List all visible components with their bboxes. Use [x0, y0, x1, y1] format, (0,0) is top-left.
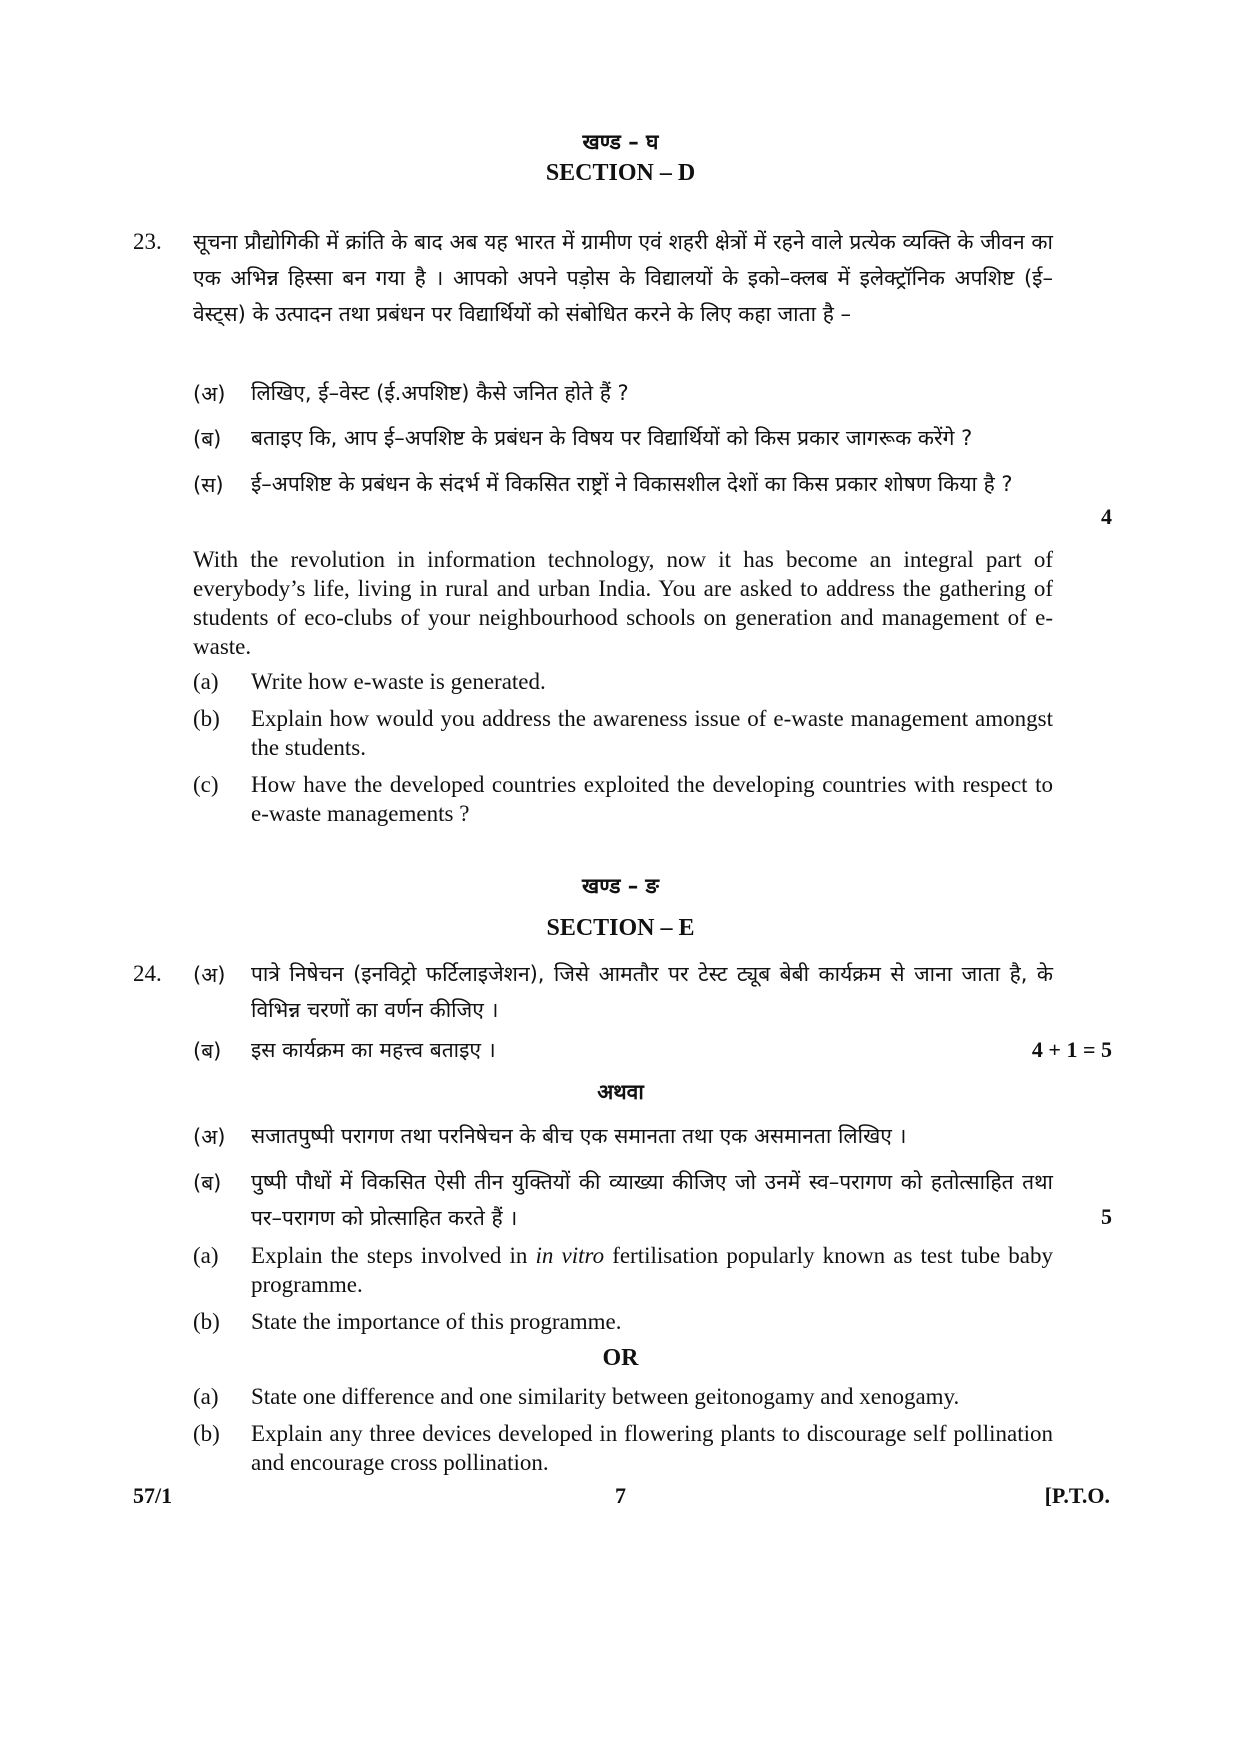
part-text: सजातपुष्पी परागण तथा परनिषेचन के बीच एक समानता तथा एक असमानता लिखिए ।	[251, 1124, 907, 1148]
question-english-stem: With the revolution in information technology, now it has become an integral part of everybody’s life, living in rural and urban India. You are asked to address the gathering of students of eco-clubs of your neighbourhood schools on generation and management of e-waste.	[193, 547, 1053, 659]
question-number: 24.	[133, 961, 162, 986]
italic-term: in vitro	[535, 1243, 605, 1268]
part-text: ई–अपशिष्ट के प्रबंधन के संदर्भ में विकसित राष्ट्रों ने विकासशील देशों का किस प्रकार शोषण किया है ?	[251, 472, 1013, 496]
part-label: (a)	[193, 669, 219, 694]
pto-mark: [P.T.O.	[1044, 1483, 1110, 1508]
part-label: (c)	[193, 772, 219, 797]
part-label: (अ)	[193, 963, 226, 987]
question-number: 23.	[133, 229, 162, 254]
part-label: (b)	[193, 706, 220, 731]
marks: 5	[1101, 1204, 1112, 1229]
page-number: 7	[615, 1483, 626, 1508]
footer-code: 57/1	[133, 1483, 173, 1508]
section-d-hindi-heading: खण्ड – घ	[582, 130, 659, 154]
part-text: Write how e-waste is generated.	[251, 669, 546, 694]
question-hindi-stem: सूचना प्रौद्योगिकी में क्रांति के बाद अब यह भारत में ग्रामीण एवं शहरी क्षेत्रों में रहने वाले प्रत्येक व्यक्ति के जीवन का एक अभिन्न हिस्सा बन गया है । आपको अपने पड़ोस के विद्यालयों के इको–क्लब में इलेक्ट्रॉनिक अपशिष्ट (ई–वेस्ट्स) के उत्पादन तथा प्रबंधन पर विद्यार्थियों को संबोधित करने के लिए कहा जाता है –	[193, 230, 1053, 326]
part-label: (ब)	[193, 1171, 222, 1195]
part-text: Explain the steps involved in in vitro fertilisation popularly known as test tube baby programme.	[251, 1243, 1053, 1297]
part-text: पात्रे निषेचन (इनविट्रो फर्टिलाइजेशन), जिसे आमतौर पर टेस्ट ट्यूब बेबी कार्यक्रम से जाना जाता है, के विभिन्न चरणों का वर्णन कीजिए ।	[251, 962, 1053, 1022]
part-text: लिखिए, ई–वेस्ट (ई.अपशिष्ट) कैसे जनित होते हैं ?	[251, 381, 629, 405]
part-text: State the importance of this programme.	[251, 1309, 622, 1334]
part-label: (अ)	[193, 1125, 226, 1149]
marks: 4 + 1 = 5	[1031, 1037, 1112, 1062]
part-label: (a)	[193, 1384, 219, 1409]
section-e-hindi-heading: खण्ड – ङ	[582, 874, 659, 898]
section-d-heading: SECTION – D	[545, 160, 696, 186]
part-label: (ब)	[193, 427, 222, 451]
part-label: (स)	[193, 473, 224, 497]
part-text: पुष्पी पौधों में विकसित ऐसी तीन युक्तियों की व्याख्या कीजिए जो उनमें स्व–परागण को हतोत्साहित तथा पर–परागण को प्रोत्साहित करते हैं ।	[251, 1170, 1053, 1230]
part-label: (ब)	[193, 1039, 222, 1063]
part-text: Explain any three devices developed in flowering plants to discourage self pollination and encourage cross pollination.	[251, 1421, 1053, 1475]
part-text: इस कार्यक्रम का महत्त्व बताइए ।	[251, 1038, 496, 1062]
part-text: Explain how would you address the awareness issue of e-waste management amongst the students.	[251, 706, 1053, 760]
part-label: (b)	[193, 1421, 220, 1446]
hindi-or-heading: अथवा	[597, 1080, 644, 1104]
marks: 4	[1101, 504, 1112, 529]
part-text: How have the developed countries exploited the developing countries with respect to e-waste managements ?	[251, 772, 1053, 826]
part-label: (अ)	[193, 382, 226, 406]
part-label: (a)	[193, 1243, 219, 1268]
part-text: State one difference and one similarity between geitonogamy and xenogamy.	[251, 1384, 960, 1409]
part-text: बताइए कि, आप ई–अपशिष्ट के प्रबंधन के विषय पर विद्यार्थियों को किस प्रकार जागरूक करेंगे ?	[251, 426, 973, 450]
english-or-heading: OR	[602, 1345, 639, 1371]
section-e-heading: SECTION – E	[546, 915, 695, 941]
part-label: (b)	[193, 1309, 220, 1334]
